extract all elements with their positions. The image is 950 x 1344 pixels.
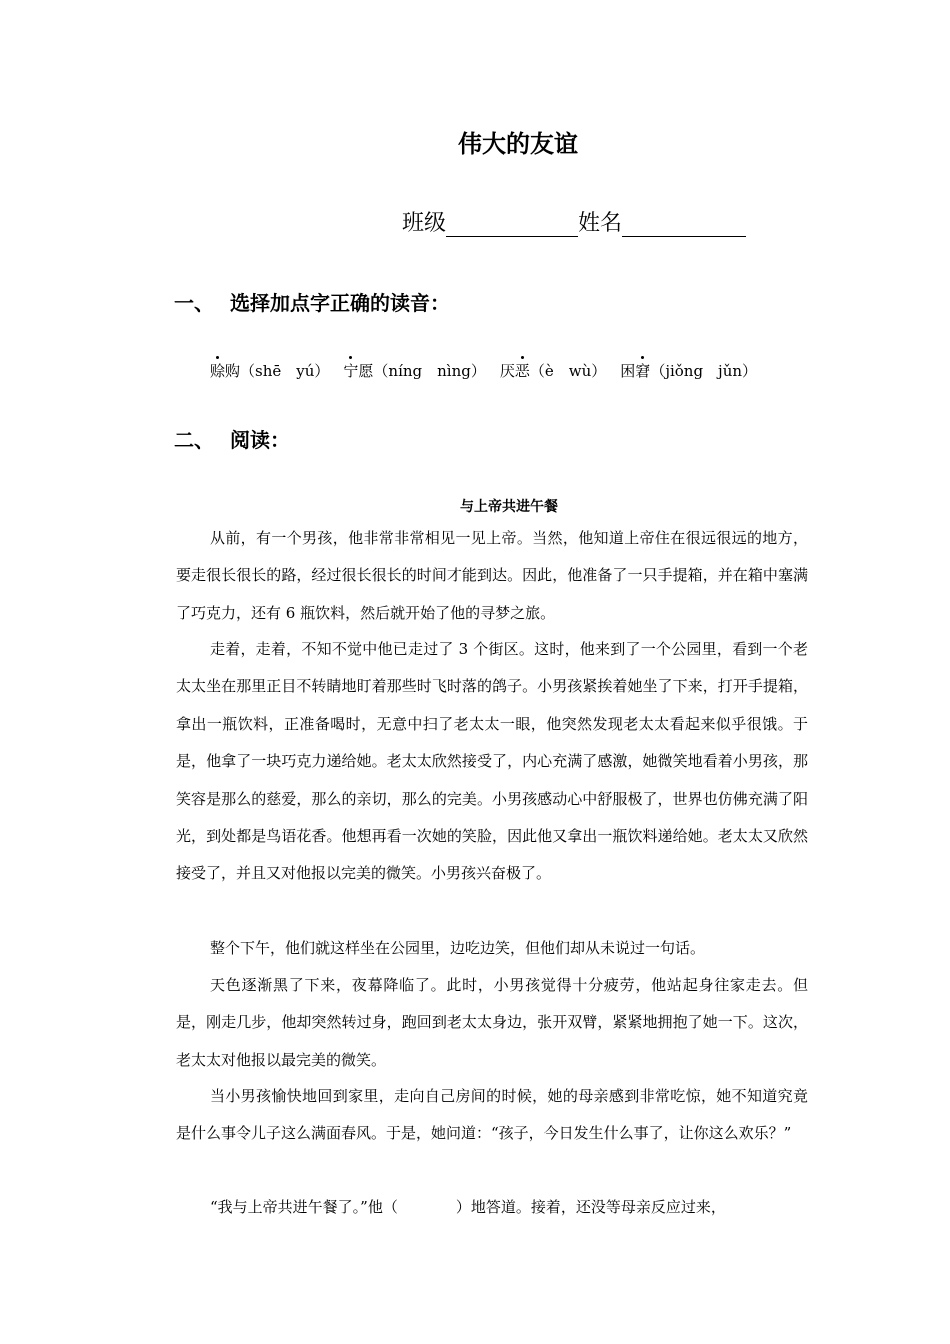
section-1-heading [174, 287, 450, 316]
story-paragraph: 天色逐渐黑了下来，夜幕降临了。此时，小男孩觉得十分疲劳，他站起身往家走去。但是，刚走几步，他却突然转过身，跑回到老太太身边，张开双臂，紧紧地拥抱了她一下。这次，老太太对他报以最完美的微笑。 [176, 976, 808, 1069]
pinyin-item: 赊购（shē yú） [210, 362, 330, 380]
class-blank[interactable] [446, 210, 578, 237]
pinyin-item: 困窘（jiǒng jǔn） [620, 362, 758, 380]
story-paragraph: 走着，走着，不知不觉中他已走过了 3 个街区。这时，他来到了一个公园里，看到一个老太太坐在那里正目不转睛地盯着那些时飞时落的鸽子。小男孩紧挨着她坐了下来，打开手提箱，拿出一瓶饮料，正准备喝时，无意中扫了老太太一眼，他突然发现老太太看起来似乎很饿。于是，他拿了一块巧克力递给她。老太太欣然接受了，内心充满了感激，她微笑地看着小男孩，那笑容是那么的慈爱，那么的亲切，那么的完美。小男孩感动心中舒服极了，世界也仿佛充满了阳光，到处都是鸟语花香。他想再看一次她的笑脸，因此他又拿出一瓶饮料递给她。老太太又欣然接受了，并且又对他报以完美的微笑。小男孩兴奋极了。 [176, 640, 808, 883]
pinyin-item: 宁愿（níng nìng） [343, 362, 486, 380]
section-2-heading [174, 424, 290, 453]
class-label: 班级 [402, 211, 447, 236]
page-title: 伟大的友谊 [458, 130, 578, 158]
story-paragraph: 当小男孩愉快地回到家里，走向自己房间的时候，她的母亲感到非常吃惊，她不知道究竟是什么事令儿子这么满面春风。于是，她问道：“孩子，今日发生什么事了，让你这么欢乐？” [176, 1087, 808, 1143]
pinyin-question-row [210, 360, 771, 381]
story-paragraph: 整个下午，他们就这样坐在公园里，边吃边笑，但他们却从未说过一句话。 [210, 939, 706, 957]
class-name-line [402, 206, 746, 237]
section-1-number: 一、 [174, 291, 214, 315]
name-label: 姓名 [578, 211, 623, 236]
pinyin-item: 厌恶（è wù） [499, 362, 607, 380]
name-blank[interactable] [622, 210, 746, 237]
dotted-char: 窘 [635, 362, 651, 380]
section-2-number: 二、 [174, 428, 214, 452]
section-2-title: 阅读： [230, 428, 290, 452]
story-title: 与上帝共进午餐 [460, 499, 558, 515]
section-1-title: 选择加点字正确的读音： [230, 291, 450, 315]
story-paragraph: 从前，有一个男孩，他非常非常相见一见上帝。当然，他知道上帝住在很远很远的地方，要走很长很长的路，经过很长很长的时间才能到达。因此，他准备了一只手提箱，并在箱中塞满了巧克力，还有 6 瓶饮料，然后就开始了他的寻梦之旅。 [176, 529, 808, 622]
dotted-char: 宁 [343, 362, 359, 380]
dotted-char: 赊 [210, 362, 226, 380]
story-paragraph: “我与上帝共进午餐了。”他（ ）地答道。接着，还没等母亲反应过来， [210, 1198, 726, 1216]
dotted-char: 恶 [514, 362, 530, 380]
